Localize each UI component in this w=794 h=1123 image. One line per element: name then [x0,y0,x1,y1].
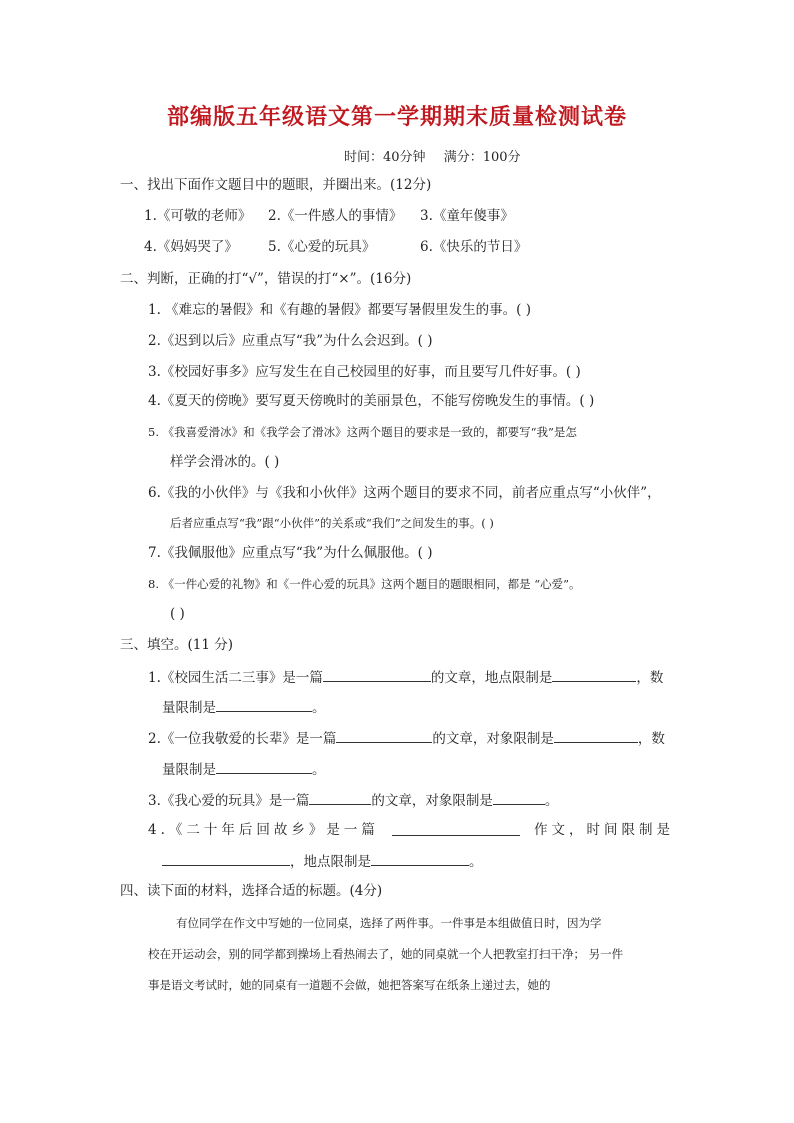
s4-paragraph-line-3: 事是语文考试时，她的同桌有一道题不会做，她把答案写在纸条上递过去，她的 [148,978,551,992]
section-2-heading: 二、判断，正确的打“√”，错误的打“×”。(16分) [120,271,412,287]
s2-question-8-line-2: ( ) [170,606,185,622]
s1-item-2: 2.《一件感人的事情》 [268,208,403,224]
s1-item-6: 6.《快乐的节日》 [420,239,528,255]
s4-paragraph-line-2: 校在开运动会，别的同学都到操场上看热闹去了，她的同桌就一个人把教室打扫干净； 另一件 [148,947,624,961]
s2-question-6-line-1: 6.《我的小伙伴》与《我和小伙伴》这两个题目的要求不同，前者应重点写“小伙伴”， [148,485,661,501]
s2-question-6-line-2: 后者应重点写“我”跟“小伙伴”的关系或“我们”之间发生的事。( ) [170,516,494,530]
s3-q3-text-c: 。 [544,793,559,809]
s3-question-2-line-1 [148,728,665,748]
answer-blank[interactable] [216,697,312,712]
s2-question-3: 3.《校园好事多》应写发生在自己校园里的好事，而且要写几件好事。( ) [148,364,581,380]
s3-q2-text-d: 量限制是 [162,762,216,778]
s3-q1-text-b: 的文章，地点限制是 [430,670,553,686]
s3-question-1-line-2 [162,697,326,717]
s2-question-1: 1. 《难忘的暑假》和《有趣的暑假》都要写暑假里发生的事。( ) [148,302,531,318]
s2-question-7: 7.《我佩服他》应重点写“我”为什么佩服他。( ) [148,545,433,561]
s3-q4-text-b: 作文，时间限制是 [533,822,674,838]
s3-question-4-line-2 [162,851,483,871]
s3-q1-text-a: 1.《校园生活二三事》是一篇 [148,670,323,686]
s3-q1-text-d: 量限制是 [162,700,216,716]
answer-blank[interactable] [371,851,469,866]
s3-q4-text-c: ，地点限制是 [290,854,371,870]
time-limit: 时间：40分钟 [344,150,426,165]
s3-question-1-line-1 [148,667,663,687]
answer-blank[interactable] [162,851,290,866]
exam-meta [344,146,521,165]
answer-blank[interactable] [554,728,638,743]
page-title: 部编版五年级语文第一学期期末质量检测试卷 [166,104,627,130]
answer-blank[interactable] [336,728,432,743]
answer-blank[interactable] [493,790,545,805]
s4-paragraph-line-1: 有位同学在作文中写她的一位同桌，选择了两件事。一件事是本组做值日时，因为学 [176,916,602,930]
answer-blank[interactable] [309,790,371,805]
s3-question-2-line-2 [162,759,326,779]
s3-q2-text-c: ，数 [637,731,665,747]
s3-q2-text-b: 的文章，对象限制是 [432,731,554,747]
section-3-heading: 三、填空。(11 分) [120,637,234,653]
s2-question-2: 2.《迟到以后》应重点写“我”为什么会迟到。( ) [148,333,433,349]
s1-item-5: 5.《心爱的玩具》 [268,239,376,255]
section-1-heading: 一、找出下面作文题目中的题眼，并圈出来。(12分) [120,177,432,193]
answer-blank[interactable] [323,667,431,682]
s3-q4-text-a: 4.《二十年后回故乡》是一篇 [148,822,379,838]
s3-q1-text-c: ，数 [636,670,664,686]
s3-q4-text-d: 。 [469,854,483,870]
s2-question-5-line-2: 样学会滑冰的。( ) [170,454,280,470]
answer-blank[interactable] [392,821,520,836]
answer-blank[interactable] [552,667,636,682]
section-4-heading: 四、读下面的材料，选择合适的标题。(4分) [120,883,383,899]
s2-question-8-line-1: 8. 《一件心爱的礼物》和《一件心爱的玩具》这两个题目的题眼相同，都是 “心爱”。 [148,577,581,591]
s3-q3-text-b: 的文章，对象限制是 [371,793,493,809]
s2-question-4: 4.《夏天的傍晚》要写夏天傍晚时的美丽景色，不能写傍晚发生的事情。( ) [148,393,595,409]
s1-item-4: 4.《妈妈哭了》 [144,239,238,255]
s2-question-5-line-1: 5. 《我喜爱滑冰》和《我学会了滑冰》这两个题目的要求是一致的，都要写“我”是怎 [148,425,577,439]
s3-q2-text-e: 。 [312,762,326,778]
s3-question-4-line-1 [148,821,674,839]
s1-item-1: 1.《可敬的老师》 [144,208,252,224]
s3-question-3 [148,790,558,810]
s1-item-3: 3.《童年傻事》 [420,208,514,224]
s3-q1-text-e: 。 [312,700,326,716]
s3-q3-text-a: 3.《我心爱的玩具》是一篇 [148,793,310,809]
full-score: 满分：100分 [443,150,521,165]
s3-q2-text-a: 2.《一位我敬爱的长辈》是一篇 [148,731,337,747]
answer-blank[interactable] [216,759,312,774]
